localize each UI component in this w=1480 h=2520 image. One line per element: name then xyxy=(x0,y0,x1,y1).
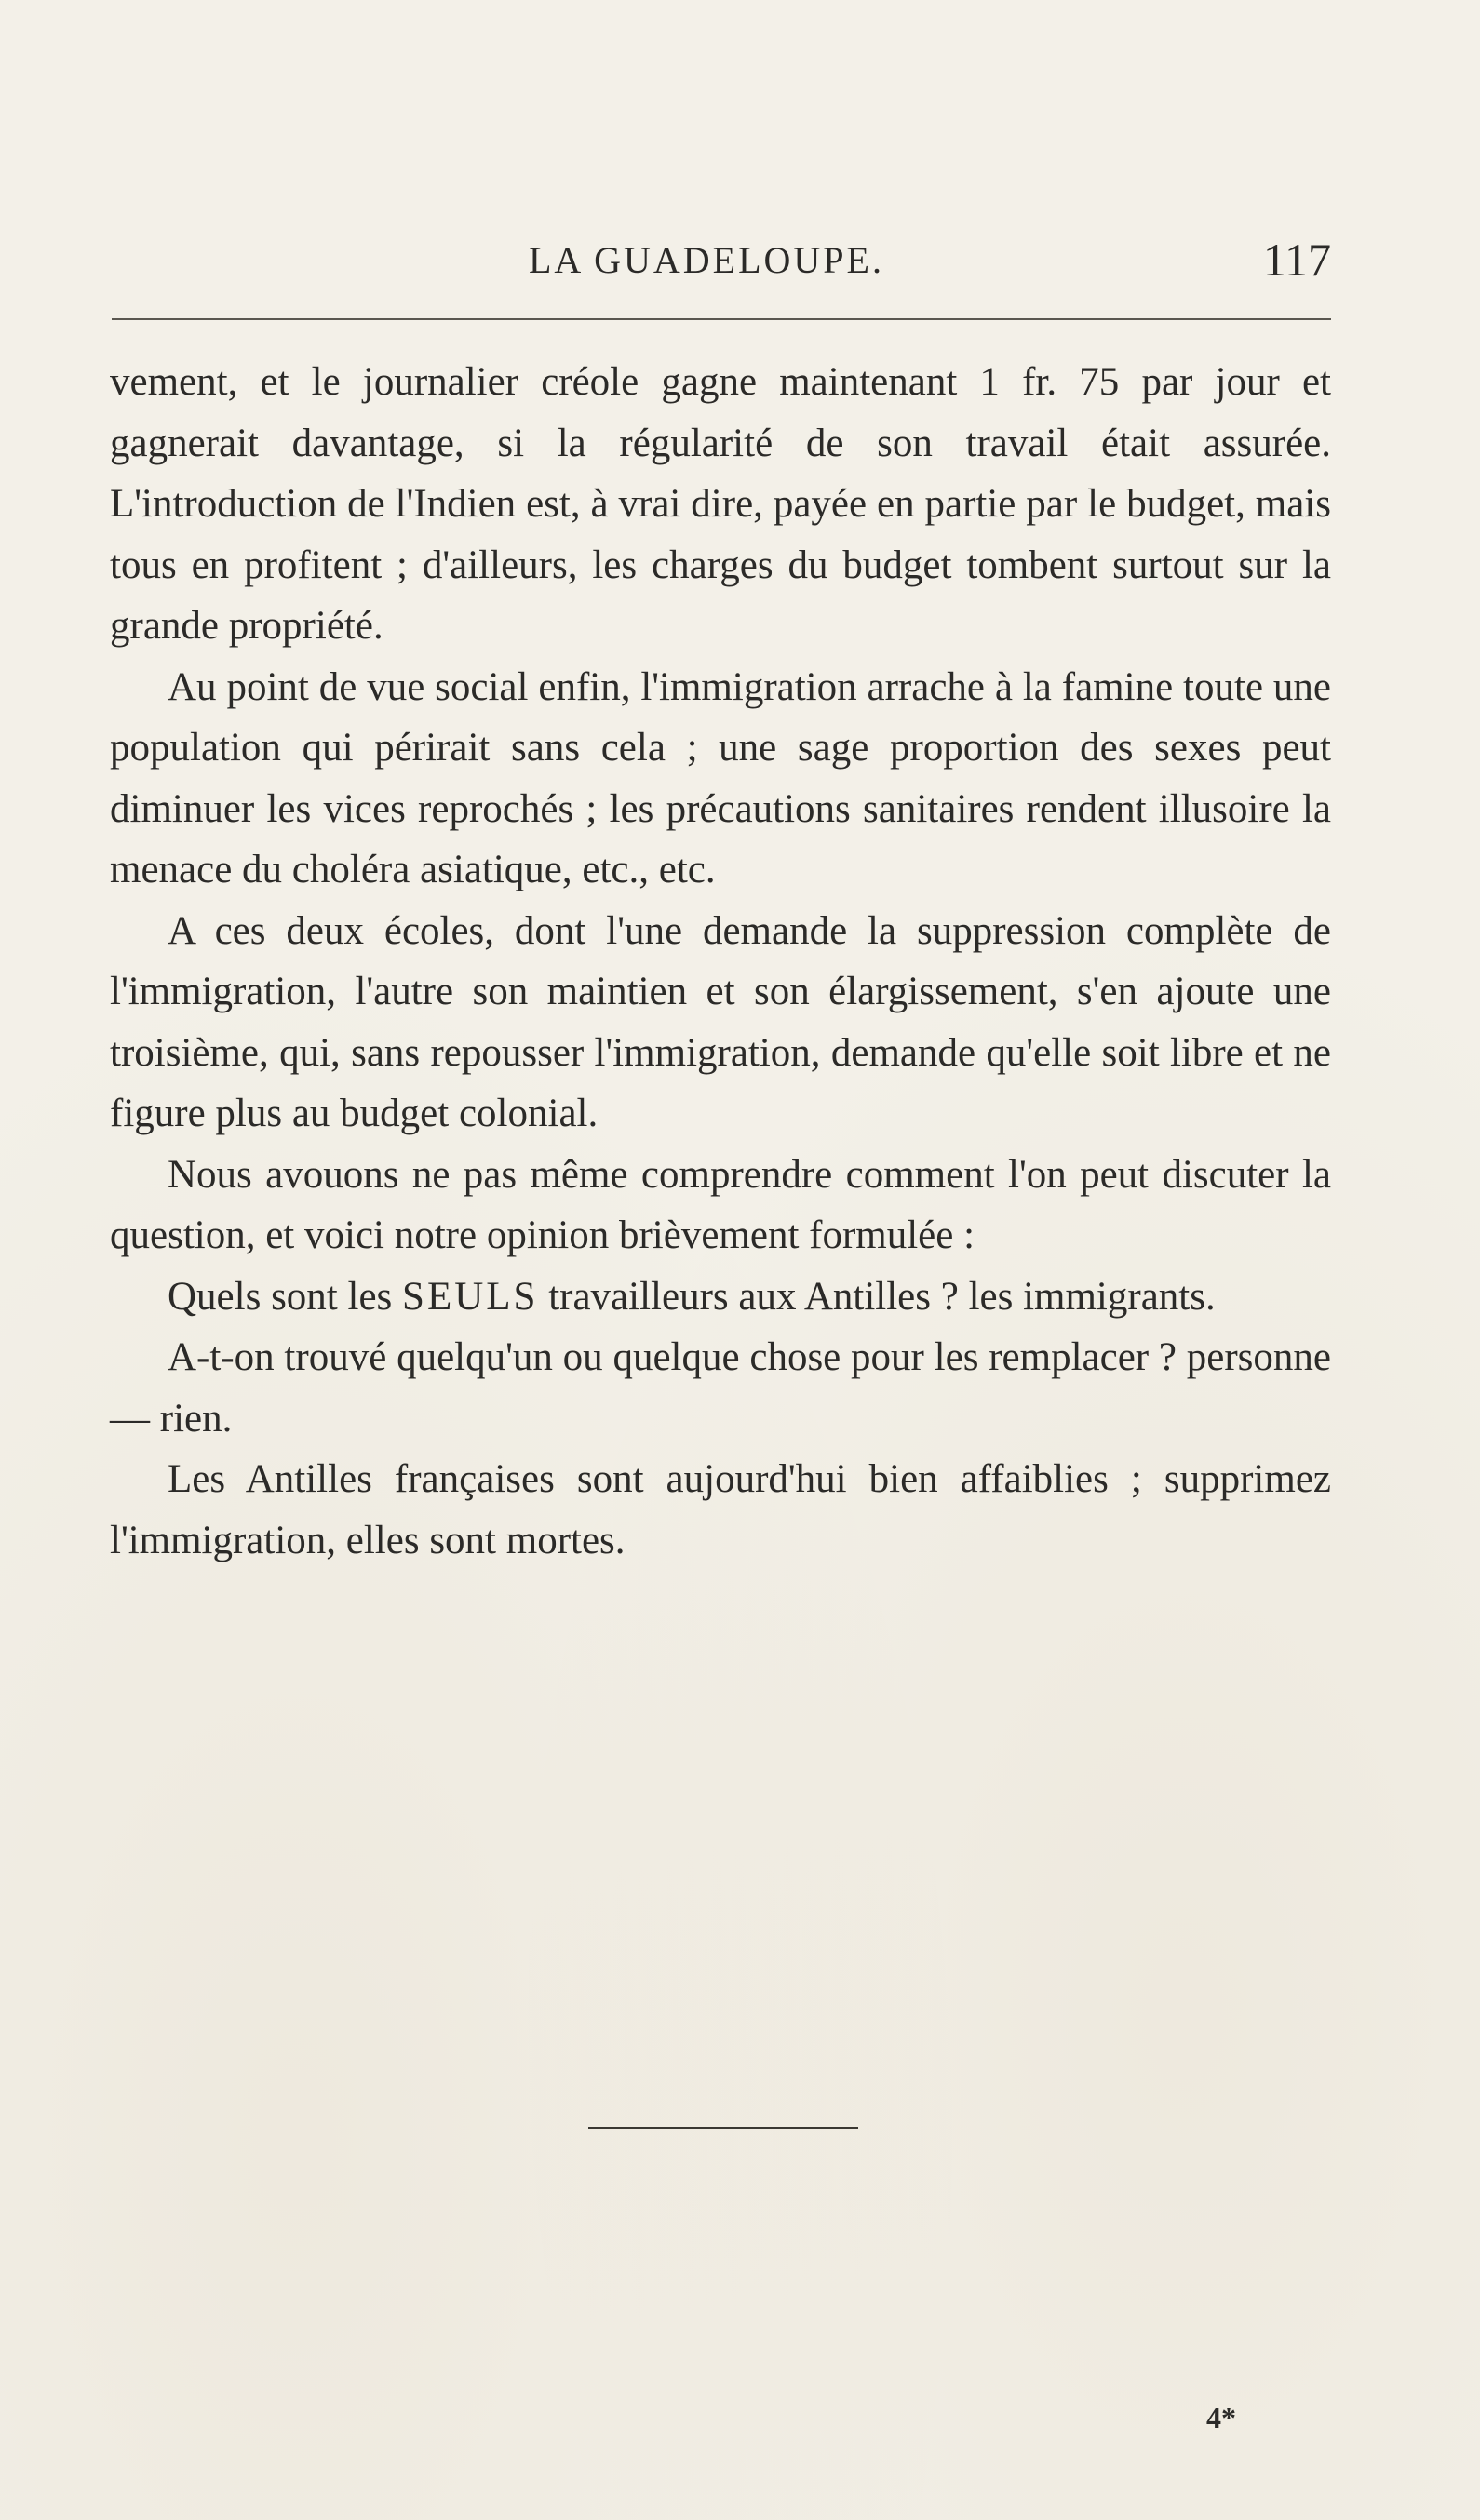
paragraph-continuation: vement, et le journalier créole gagne maintenant 1 fr. 75 par jour et gagnerait davantage, si la régularité de son travail était assurée. L'introduction de l'Indien est, à vrai dire, payée en partie par le budget, mais tous en profitent ; d'ailleurs, les charges du budget tombent surtout sur la grande propriété. xyxy=(110,360,1331,648)
running-title: LA GUADELOUPE. xyxy=(529,239,884,281)
paragraph-third-school: A ces deux écoles, dont l'une demande la suppression complète de l'immigration, l'autre son maintien et son élargissement, s'en ajoute une troisième, qui, sans repousser l'immigration, demande qu'elle soit libre et ne figure plus au budget colonial. xyxy=(110,908,1331,1135)
paragraph-question-workers xyxy=(110,1267,1331,1328)
header-rule xyxy=(112,318,1331,320)
question-text-before: Quels sont les xyxy=(168,1274,403,1319)
paragraph-question-replacement: A-t-on trouvé quelqu'un ou quelque chose pour les remplacer ? personne — rien. xyxy=(110,1335,1331,1441)
paragraph-social-viewpoint: Au point de vue social enfin, l'immigration arrache à la famine toute une population qui périrait sans cela ; une sage proportion des sexes peut diminuer les vices reprochés ; les précautions sanitaires rendent illusoire la menace du choléra asiatique, etc., etc. xyxy=(110,664,1331,891)
page-number: 117 xyxy=(1262,234,1331,286)
question-text-after: travailleurs aux Antilles ? les immigrants. xyxy=(538,1274,1216,1319)
paragraph-conclusion: Les Antilles françaises sont aujourd'hui bien affaiblies ; supprimez l'immigration, elles sont mortes. xyxy=(110,1457,1331,1562)
paragraph-opinion: Nous avouons ne pas même comprendre comment l'on peut discuter la question, et voici notre opinion brièvement formulée : xyxy=(110,1152,1331,1257)
emphasis-seuls: SEULS xyxy=(402,1274,539,1319)
signature-mark: 4* xyxy=(1206,2401,1236,2434)
running-head xyxy=(112,233,1331,298)
section-end-rule xyxy=(588,2127,858,2129)
body-text xyxy=(110,352,1331,1571)
